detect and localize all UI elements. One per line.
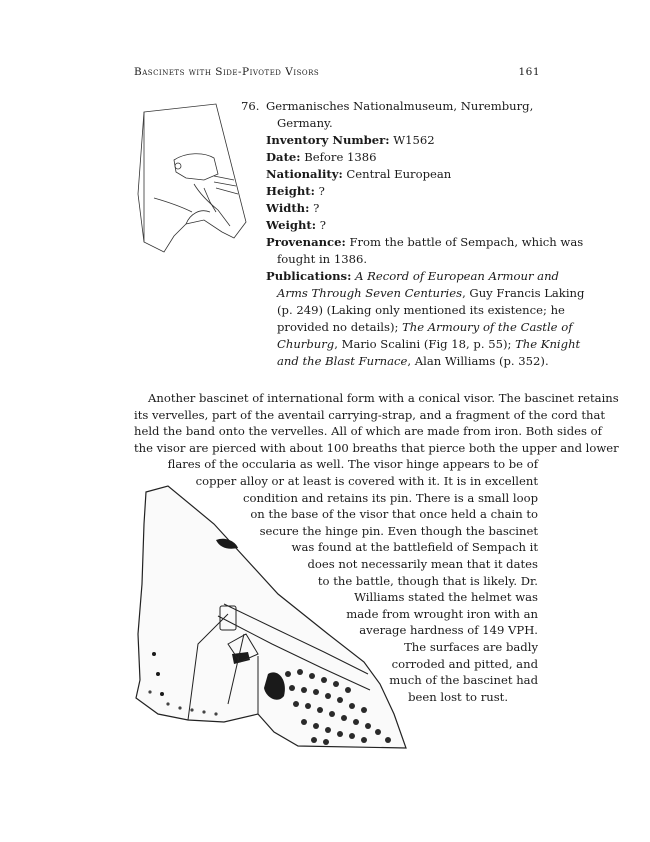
- weight-label: Weight:: [266, 218, 317, 232]
- provenance-value: From the battle of Sempach, which was: [345, 235, 584, 249]
- body-line: flares of the occularia as well. The visor hinge appears to be of: [167, 457, 538, 472]
- date-label: Date:: [266, 150, 301, 164]
- body-line: been lost to rust.: [408, 689, 508, 704]
- entry-number: 76.: [241, 99, 260, 113]
- body-paragraph: [134, 390, 619, 705]
- running-head-title: Bascinets with Side-Pivoted Visors: [134, 66, 320, 78]
- height-field: [266, 183, 541, 200]
- publication-title: The Knight: [515, 337, 581, 351]
- date-value: Before 1386: [300, 150, 377, 164]
- body-line: made from wrought iron with an: [346, 606, 538, 621]
- width-field: [266, 200, 541, 217]
- publications-label: Publications:: [266, 269, 352, 283]
- body-line: corroded and pitted, and: [391, 656, 538, 671]
- publication-text: provided no details);: [277, 320, 403, 334]
- museum-line: Germany.: [277, 116, 333, 130]
- nationality-value: Central European: [342, 167, 452, 181]
- body-line: Williams stated the helmet was: [354, 590, 538, 605]
- nationality-field: [266, 166, 541, 183]
- inventory-value: W1562: [389, 133, 435, 147]
- catalog-entry: [241, 98, 585, 370]
- provenance-value-cont: fought in 1386.: [277, 252, 368, 266]
- weight-field: [266, 217, 541, 234]
- body-line: was found at the battlefield of Sempach it: [291, 540, 538, 555]
- body-line: the visor are pierced with about 100 breaths that pierce both the upper and lower: [134, 440, 619, 455]
- date-field: [266, 149, 541, 166]
- body-line: copper alloy or at least is covered with it. It is in excellent: [195, 473, 538, 488]
- publication-text: (p. 249) (Laking only mentioned its existence; he: [277, 303, 565, 317]
- body-line: held the band onto the vervelles. All of which are made from iron. Both sides of: [134, 424, 602, 439]
- body-line: condition and retains its pin. There is a small loop: [243, 490, 538, 505]
- width-label: Width:: [266, 201, 310, 215]
- body-line: Another bascinet of international form with a conical visor. The bascinet retains: [148, 391, 619, 405]
- body-line: on the base of the visor that once held a chain to: [250, 507, 538, 522]
- inventory-field: [266, 132, 541, 149]
- height-value: ?: [314, 184, 325, 198]
- publication-text: , Alan Williams (p. 352).: [407, 354, 549, 368]
- height-label: Height:: [266, 184, 315, 198]
- publication-text: , Mario Scalini (Fig 18, p. 55);: [334, 337, 516, 351]
- body-line: much of the bascinet had: [389, 673, 538, 688]
- nationality-label: Nationality:: [266, 167, 343, 181]
- body-line: The surfaces are badly: [404, 639, 538, 654]
- weight-value: ?: [316, 218, 326, 232]
- publications-field: [266, 268, 585, 370]
- body-line: its vervelles, part of the aventail carrying-strap, and a fragment of the cord that: [134, 407, 606, 422]
- publication-title: and the Blast Furnace: [277, 354, 408, 368]
- provenance-label: Provenance:: [266, 235, 346, 249]
- publication-title: The Armoury of the Castle of: [402, 320, 573, 334]
- publication-title: A Record of European Armour and: [355, 269, 559, 283]
- width-value: ?: [309, 201, 320, 215]
- publication-title: Churburg: [277, 337, 335, 351]
- body-line: secure the hinge pin. Even though the bascinet: [259, 523, 538, 538]
- running-head: [134, 66, 540, 78]
- publication-title: Arms Through Seven Centuries: [277, 286, 463, 300]
- publication-text: , Guy Francis Laking: [462, 286, 585, 300]
- inventory-label: Inventory Number:: [266, 133, 390, 147]
- bascinet-sketch-illustration: [134, 102, 250, 256]
- page-number: 161: [518, 66, 540, 78]
- body-line: to the battle, though that is likely. Dr.: [317, 573, 538, 588]
- body-line: average hardness of 149 VPH.: [359, 623, 538, 638]
- body-line: does not necessarily mean that it dates: [307, 556, 538, 571]
- entry-museum: [266, 98, 541, 132]
- museum-line: Germanisches Nationalmuseum, Nuremburg,: [266, 99, 534, 113]
- provenance-field: [266, 234, 584, 268]
